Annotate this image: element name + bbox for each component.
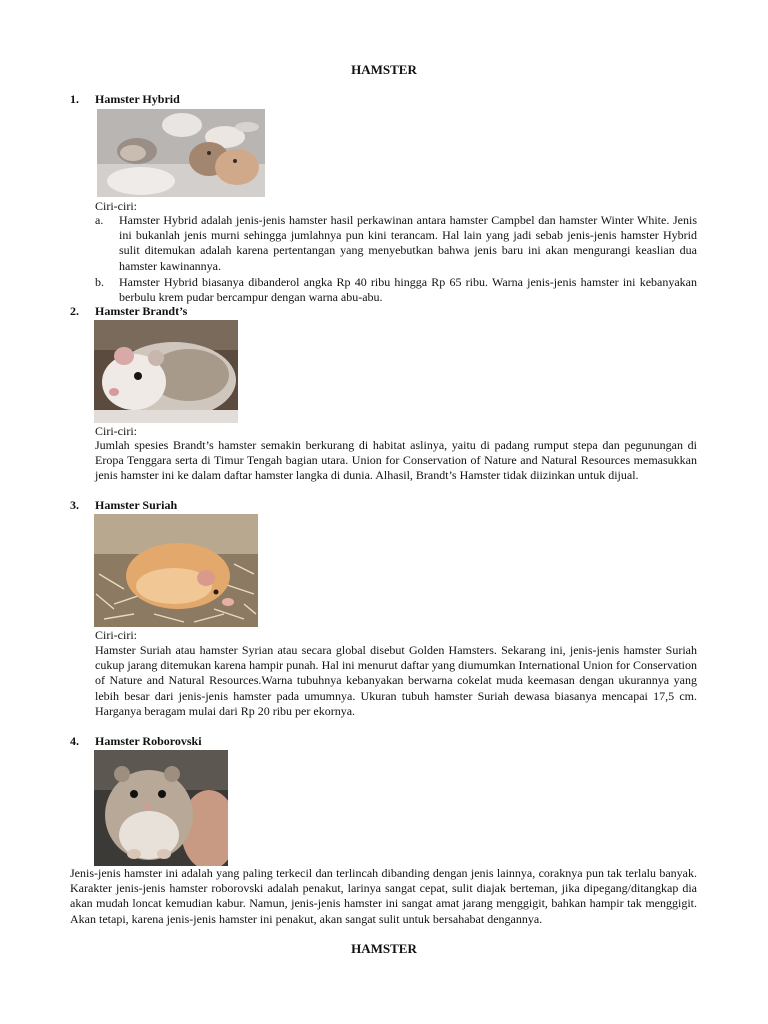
- list-marker: b.: [95, 275, 104, 289]
- section-paragraph: Jumlah spesies Brandt’s hamster semakin berkurang di habitat aslinya, yaitu di padang rumput stepa dan pegunungan di Eropa Tenggara serta di Timur Tengah bagian utara. Union for Conservation of Nature and Natural Resources memasukkan jenis hamster ini ke dalam daftar hamster langka di dunia. Alhasil, Brandt’s Hamster tidak diizinkan untuk dijual.: [95, 438, 697, 483]
- list-text: Hamster Hybrid adalah jenis-jenis hamster hasil perkawinan antara hamster Campbel dan hamster Winter White. Jenis ini bukanlah jenis murni sehingga jumlahnya pun kini terancam. Hal lain yang jadi sebab jenis-jenis hamster Hybrid sulit ditemukan adalah karena pertentangan yang menyebutkan bahwa jenis baru ini akan mengurangi keaslian dua hamster kawinannya.: [119, 213, 697, 273]
- section-title: Hamster Brandt’s: [95, 304, 188, 318]
- section-number: 2.: [70, 304, 79, 318]
- section-number: 4.: [70, 734, 79, 748]
- section-number: 3.: [70, 498, 79, 512]
- section-title: Hamster Suriah: [95, 498, 178, 512]
- section-title: Hamster Hybrid: [95, 92, 180, 106]
- section-heading-hybrid: [70, 92, 180, 107]
- section-heading-roborovski: [70, 734, 202, 749]
- section-paragraph: Hamster Suriah atau hamster Syrian atau secara global disebut Golden Hamsters. Sekarang ini, jenis-jenis hamster Suriah cukup jarang ditemukan karena hampir punah. Hal ini menurut daftar yang diumumkan International Union for Conservation of Nature and Natural Resources.Warna tubuhnya kebanyakan berwarna cokelat muda keemasan dengan ukurannya yang lebih besar dari jenis-jenis hamster pada umumnya. Ukuran tubuh hamster Suriah dewasa biasanya mencapai 17,5 cm. Harganya beragam mulai dari Rp 20 ribu per ekornya.: [95, 643, 697, 718]
- ciri-label: Ciri-ciri:: [95, 199, 137, 213]
- section-number: 1.: [70, 92, 79, 106]
- ciri-label: Ciri-ciri:: [95, 424, 137, 438]
- section-paragraph: Jenis-jenis hamster ini adalah yang paling terkecil dan terlincah dibanding dengan jenis lainnya, coraknya pun tak terlalu banyak. Karakter jenis-jenis hamster roborovski adalah penakut, larinya sangat cepat, sulit diajak berteman, jika dipegang/ditangkap dia akan mudah loncat kemudian kabur. Namun, jenis-jenis hamster ini sangat amat jarang menggigit, bahkan hampir tak menggigit. Akan tetapi, karena jenis-jenis hamster ini penakut, akan sangat sulit untuk bersahabat dengannya.: [70, 866, 697, 926]
- list-marker: a.: [95, 213, 104, 227]
- page-footer-title: HAMSTER: [351, 941, 417, 956]
- section-title: Hamster Roborovski: [95, 734, 202, 748]
- page-title: HAMSTER: [351, 62, 417, 77]
- hamster-brandts-photo: [94, 320, 238, 423]
- hamster-hybrid-photo: [97, 109, 265, 197]
- list-item: [95, 275, 697, 306]
- section-heading-suriah: [70, 498, 177, 513]
- hamster-roborovski-photo: [94, 750, 228, 866]
- section-heading-brandts: [70, 304, 187, 319]
- list-item: [95, 213, 697, 275]
- hamster-suriah-photo: [94, 514, 258, 627]
- list-text: Hamster Hybrid biasanya dibanderol angka Rp 40 ribu hingga Rp 65 ribu. Warna jenis-jenis hamster ini kebanyakan berbulu krem pudar bercampur dengan warna abu-abu.: [119, 275, 697, 305]
- ciri-label: Ciri-ciri:: [95, 628, 137, 642]
